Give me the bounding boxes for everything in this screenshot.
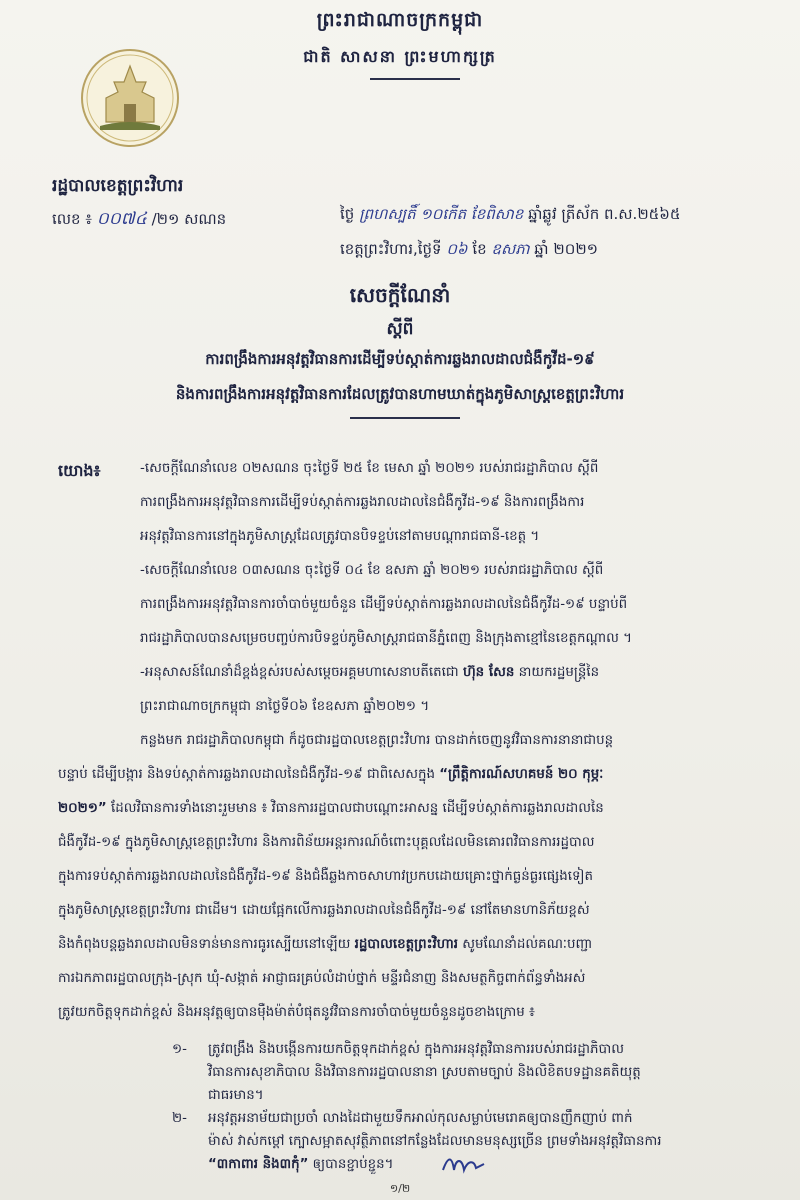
solar-year: ឆ្នាំ ២០២១ — [534, 240, 599, 258]
document-type: សេចក្តីណែនាំ — [349, 283, 451, 307]
body-line-2 — [58, 768, 603, 781]
list-1-line-1: ត្រូវពង្រឹង និងបង្កើនការយកចិត្តទុកដាក់ខ្ពស់ ក្នុងការអនុវត្តវិធានការរបស់រាជរដ្ឋាភិបាល — [208, 1042, 624, 1057]
ref1-line2: ការពង្រឹងការអនុវត្តវិធានការដើម្បីទប់ស្កាត់ការឆ្លងរាលដាលនៃជំងឺកូវីដ-១៩ និងការពង្រឹងការ — [140, 495, 585, 510]
subject-line-1: ការពង្រឹងការអនុវត្តវិធានការដើម្បីទប់ស្កាត់ការឆ្លងរាលដាលជំងឺកូវីដ-១៩ — [205, 350, 595, 368]
reference-number — [52, 208, 226, 233]
list-1-line-2: វិធានការសុខាភិបាល និងវិធានការរដ្ឋបាលនានា ស្របតាមច្បាប់ និងលិខិតបទដ្ឋានគតិយុត្ត — [208, 1065, 641, 1080]
ref3-part-a: -អនុសាសន៍ណែនាំដ៏ខ្ពង់ខ្ពស់របស់សម្តេចអគ្គមហាសេនាបតីតេជោ — [140, 665, 463, 680]
ref3-line1 — [140, 666, 599, 679]
ref3-line2: ព្រះរាជាណាចក្រកម្ពុជា នាថ្ងៃទី០៦ ខែឧសភា ឆ្នាំ២០២១ ។ — [140, 699, 430, 714]
kingdom-title: ព្រះរាជាណាចក្រកម្ពុជា — [316, 9, 484, 31]
body-line-5: ក្នុងការទប់ស្កាត់ការឆ្លងរាលដាលនៃជំងឺកូវីដ-១៩ និងជំងឺឆ្លងកាចសាហាវប្រកបដោយគ្រោះថ្នាក់ធ្ងន់ធ្ងរផ្សេងទៀត — [58, 869, 594, 884]
ref3-part-c: នាយករដ្ឋមន្ត្រីនៃ — [514, 665, 600, 680]
ref-prefix: លេខ ៖ — [52, 210, 92, 228]
lunar-date — [340, 205, 681, 227]
ref2-line3: រាជរដ្ឋាភិបាលបានសម្រេចបញ្ចប់ការបិទខ្ទប់ភូមិសាស្ត្ររាជធានីភ្នំពេញ និងក្រុងតាខ្មៅនៃខេត្តកណ្តាល ។ — [140, 631, 632, 646]
title-divider — [350, 417, 460, 419]
ref2-line2: ការពង្រឹងការអនុវត្តវិធានការចាំបាច់មួយចំនួន ដើម្បីទប់ស្កាត់ការឆ្លងរាលដាលនៃជំងឺកូវីដ-១៩ បន្ទាប់ពី — [140, 597, 628, 612]
body-line-7 — [58, 938, 592, 951]
list-2-line-2: ម៉ាស់ វាស់កម្តៅ ក្បោសម្អាតសុវត្ថិភាពនៅកន្លែងដែលមានមនុស្សច្រើន ព្រមទាំងអនុវត្តវិធានការ — [208, 1134, 662, 1149]
body-l7-a: និងកំពុងបន្តឆ្លងរាលដាលមិនទាន់មានការធូរស្បើយនៅឡើយ — [58, 937, 355, 952]
about-label: ស្តីពី — [386, 319, 414, 339]
ref-handwritten: ០០៧៤ — [96, 209, 147, 229]
solar-date — [340, 240, 598, 262]
body-line-4: ជំងឺកូវីដ-១៩ ក្នុងភូមិសាស្ត្រខេត្តព្រះវិហារ និងការពិន័យអន្តរការណ៍ចំពោះបុគ្គលដែលមិនគោរពវិធានការរដ្ឋបាល — [58, 835, 595, 850]
solar-day: ០៦ — [446, 240, 468, 258]
list-1-line-3: ជាធរមាន។ — [208, 1088, 264, 1103]
list-2-tail: ឲ្យបានខ្ជាប់ខ្ជួន។ — [308, 1157, 394, 1172]
ref2-line1: -សេចក្តីណែនាំលេខ ០៣សណន ចុះថ្ងៃទី ០៤ ខែ ឧសភា ឆ្នាំ ២០២១ របស់រាជរដ្ឋាភិបាល ស្តីពី — [140, 563, 604, 578]
body-line-8: ការឯកភាពរដ្ឋបាលក្រុង-ស្រុក ឃុំ-សង្កាត់ អាជ្ញាធរគ្រប់លំដាប់ថ្នាក់ មន្ទីរជំនាញ និងសមត្ថកិច្ចពាក់ព័ន្ធទាំងអស់ — [58, 971, 586, 986]
list-2-line-1: អនុវត្តអនាម័យជាប្រចាំ លាងដៃជាមួយទឹកអាល់កុលសម្លាប់មេរោគឲ្យបានញឹកញាប់ ពាក់ — [208, 1111, 633, 1126]
body-l2-event: “ព្រឹត្តិការណ៍សហគមន៍ ២០ កុម្ភៈ — [439, 767, 604, 782]
solar-prefix: ខេត្តព្រះវិហារ,ថ្ងៃទី — [340, 240, 442, 258]
body-line-6: ក្នុងភូមិសាស្ត្រខេត្តព្រះវិហារ ជាដើម។ ដោយផ្អែកលើការឆ្លងរាលដាលនៃជំងឺកូវីដ-១៩ នៅតែមានហានិភ័យខ្ពស់ — [58, 903, 590, 918]
body-l3-b: ដែលវិធានការទាំងនោះរួមមាន ៖ វិធានការរដ្ឋបាលជាបណ្តោះអាសន្ន ដើម្បីទប់ស្កាត់ការឆ្លងរាលដាលនៃ — [106, 801, 604, 816]
body-l7-admin: រដ្ឋបាលខេត្តព្រះវិហារ — [354, 937, 458, 952]
body-l7-c: សូមណែនាំដល់គណៈបញ្ជា — [457, 937, 593, 952]
ref1-line1: -សេចក្តីណែនាំលេខ ០២សណន ចុះថ្ងៃទី ២៥ ខែ មេសា ឆ្នាំ ២០២១ របស់រាជរដ្ឋាភិបាល ស្តីពី — [140, 461, 599, 476]
motto-divider — [370, 78, 460, 80]
list-1-number: ១- — [172, 1042, 187, 1057]
body-line-9: ត្រូវយកចិត្តទុកដាក់ខ្ពស់ និងអនុវត្តឲ្យបានម៉ឺងម៉ាត់បំផុតនូវវិធានការចាំបាច់មួយចំនួនដូចខាងក្រោម ៖ — [58, 1005, 535, 1020]
page-number: ១/២ — [389, 1182, 411, 1195]
list-2-number: ២- — [172, 1111, 187, 1126]
solar-month: ឧសភា — [491, 240, 530, 258]
temple-seal-logo — [80, 48, 180, 148]
ref3-pm-name: ហ៊ុន សែន — [462, 665, 515, 680]
subject-line-2: និងការពង្រឹងការអនុវត្តវិធានការដែលត្រូវបានហាមឃាត់ក្នុងភូមិសាស្ត្រខេត្តព្រះវិហារ — [175, 385, 625, 403]
ref-suffix: /២១ សណន — [151, 210, 227, 228]
reference-label: យោង៖ — [58, 461, 101, 480]
sender-admin-name: រដ្ឋបាលខេត្តព្រះវិហារ — [52, 176, 184, 196]
ref1-line3: អនុវត្តវិធានការនៅក្នុងភូមិសាស្ត្រដែលត្រូវបានបិទខ្ទប់នៅតាមបណ្តារាជធានី-ខេត្ត ។ — [140, 529, 540, 544]
body-l3-year: ២០២១” — [58, 801, 107, 816]
body-line-1: កន្លងមក រាជរដ្ឋាភិបាលកម្ពុជា ក៏ដូចជារដ្ឋបាលខេត្តព្រះវិហារ បានដាក់ចេញនូវវិធានការនានាជាបន្ត — [140, 733, 614, 748]
list-2-quote: “៣កាពារ និង៣កុំ” — [208, 1157, 309, 1172]
lunar-suffix: ឆ្នាំឆ្លូវ ត្រីស័ក ព.ស.២៥៦៥ — [528, 205, 681, 223]
lunar-prefix: ថ្ងៃ — [340, 205, 355, 223]
solar-mid: ខែ — [472, 240, 487, 258]
handwritten-initial-mark — [440, 1152, 486, 1176]
body-line-3 — [58, 802, 604, 815]
list-2-line-3 — [208, 1158, 393, 1171]
lunar-handwritten: ព្រហស្បតិ៍ ១០កើត ខែពិសាខ — [359, 205, 524, 223]
body-l2-a: បន្ទាប់ ដើម្បីបង្ការ និងទប់ស្កាត់ការឆ្លងរាលដាលនៃជំងឺកូវីដ-១៩ ជាពិសេសក្នុង — [58, 767, 440, 782]
national-motto: ជាតិ សាសនា ព្រះមហាក្សត្រ — [303, 47, 497, 66]
